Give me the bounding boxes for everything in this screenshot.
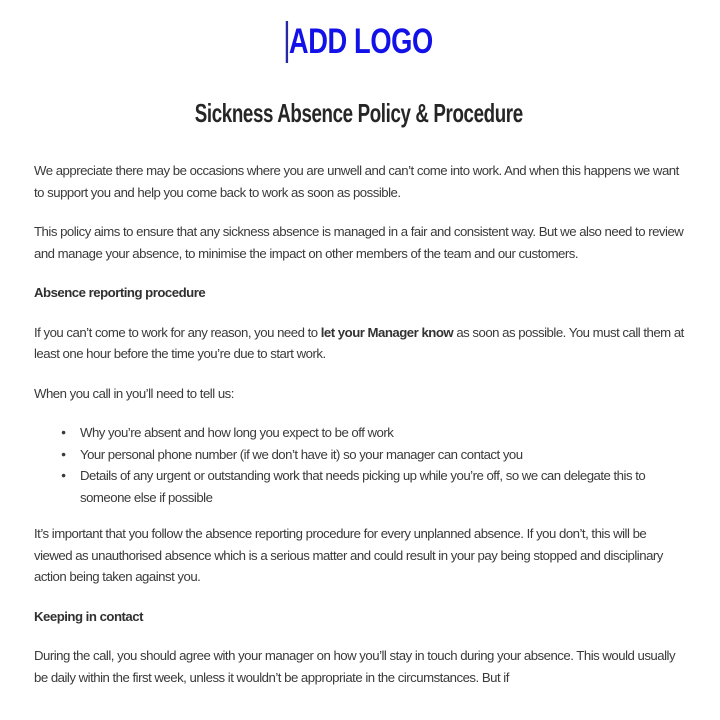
paragraph-contact-1[interactable]: During the call, you should agree with your manager on how you’ll stay in touch during your absence. This would usually be daily within the first week, unless it wouldn’t be appropriate in the circumstances. But if: [34, 648, 676, 685]
text-cursor-caret: [285, 21, 287, 63]
document-title[interactable]: [34, 98, 684, 128]
document-body: [34, 20, 684, 688]
document-page[interactable]: [0, 20, 720, 720]
paragraph-intro-1[interactable]: We appreciate there may be occasions where you are unwell and can’t come into work. And when this happens we want to support you and help you come back to work as soon as possible.: [34, 163, 679, 200]
paragraph-reporting-1-post: as soon as possible. You must call them at least one hour before the time you’re due to start work.: [34, 324, 684, 361]
reporting-bullet-list: [34, 422, 684, 508]
paragraph-reporting-1-bold: let your Manager know: [320, 324, 454, 340]
paragraph-reporting-1[interactable]: [34, 322, 684, 365]
list-item[interactable]: ● Your personal phone number (if we don’t have it) so your manager can contact you: [34, 444, 684, 466]
section-heading-absence-reporting[interactable]: Absence reporting procedure: [34, 285, 206, 300]
paragraph-reporting-3[interactable]: It’s important that you follow the absence reporting procedure for every unplanned absence. If you don’t, this will be viewed as unauthorised absence which is a serious matter and could result in your pay being stopped and disciplinary action being taken against you.: [34, 526, 663, 584]
logo-placeholder-line[interactable]: [34, 20, 684, 71]
paragraph-intro-2[interactable]: This policy aims to ensure that any sickness absence is managed in a fair and consistent way. But we also need to review and manage your absence, to minimise the impact on other members of the team and our customers.: [34, 224, 684, 261]
list-item[interactable]: ● Details of any urgent or outstanding work that needs picking up while you’re off, so we can delegate this to someone else if possible: [34, 465, 684, 508]
document-title-text: Sickness Absence Policy & Procedure: [195, 98, 523, 128]
paragraph-reporting-1-pre: If you can’t come to work for any reason, you need to: [34, 324, 321, 340]
paragraph-reporting-2[interactable]: When you call in you’ll need to tell us:: [34, 385, 234, 401]
list-item[interactable]: ● Why you’re absent and how long you expect to be off work: [34, 422, 684, 444]
section-heading-keeping-in-contact[interactable]: Keeping in contact: [34, 608, 143, 624]
logo-placeholder-text[interactable]: ADD LOGO: [288, 22, 433, 61]
logo-placeholder: [285, 20, 432, 65]
